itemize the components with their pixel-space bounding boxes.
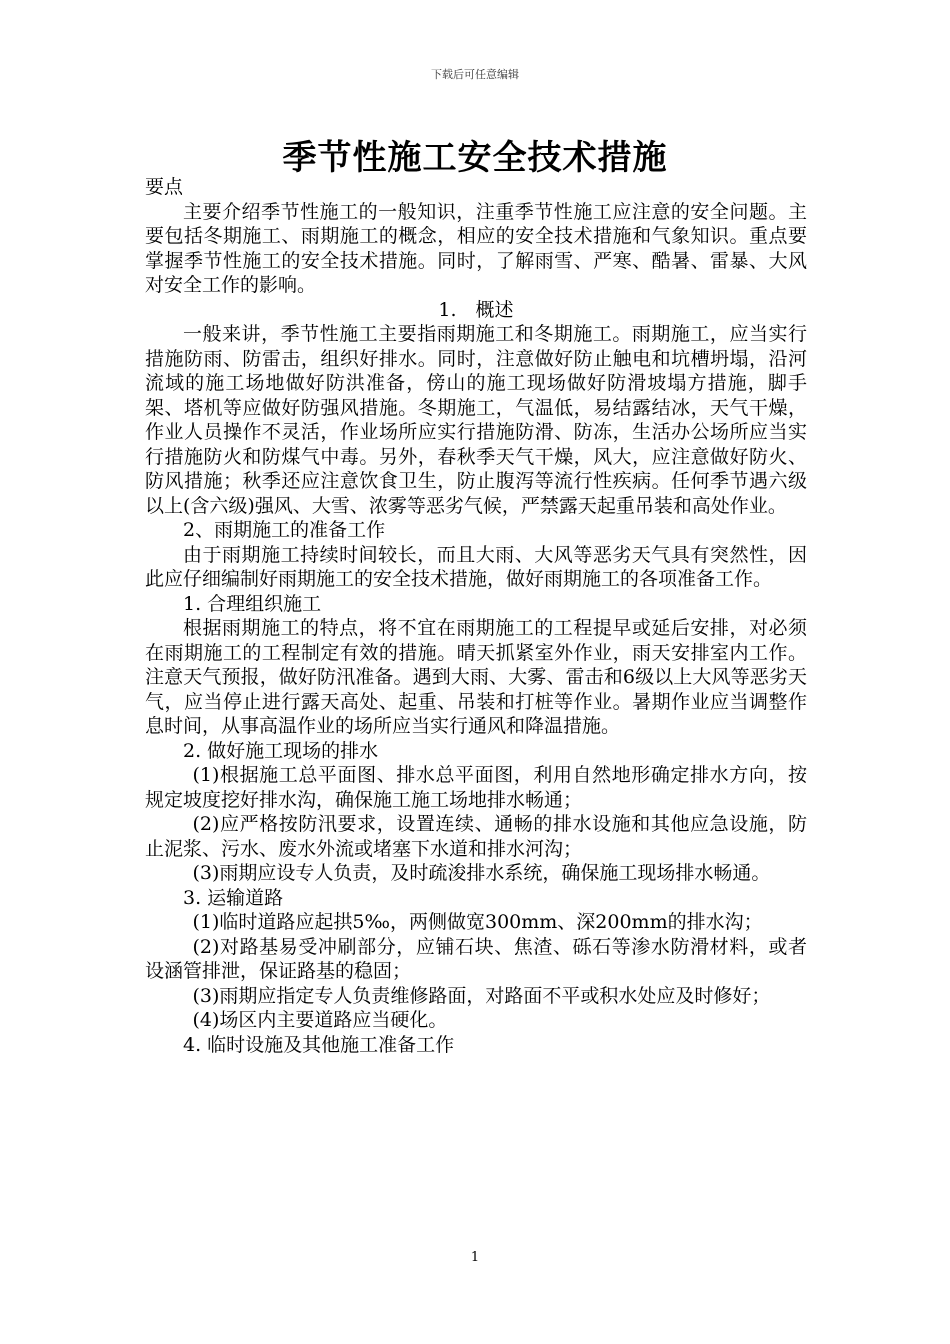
paragraph-summary: 主要介绍季节性施工的一般知识，注重季节性施工应注意的安全问题。主要包括冬期施工、雨期施工的概念，相应的安全技术措施和气象知识。重点要掌握季节性施工的安全技术措施。同时，了解雨雪、严寒、酷暑、雷暴、大风对安全工作的影响。 [145,200,807,296]
list-item-roads-3: (3)雨期应指定专人负责维修路面，对路面不平或积水处应及时修好； [192,984,771,1007]
document-body [145,175,807,1057]
heading-rainy-season-prep: 2、雨期施工的准备工作 [183,519,386,541]
document-title: 季节性施工安全技术措施 [282,138,668,178]
list-item-drainage-3: (3)雨期应设专人负责，及时疏浚排水系统，确保施工现场排水畅通。 [192,862,771,884]
heading-overview: 1. 概述 [438,298,514,321]
heading-organize-construction: 1. 合理组织施工 [183,592,322,615]
heading-site-drainage: 2. 做好施工现场的排水 [183,739,379,762]
list-item-drainage-2: (2)应严格按防汛要求，设置连续、通畅的排水设施和其他应急设施，防止泥浆、污水、废水外流或堵塞下水道和排水河沟； [145,813,807,860]
list-item-roads-1: (1)临时道路应起拱5‰，两侧做宽300mm、深200mm的排水沟； [192,911,763,933]
heading-transport-roads: 3. 运输道路 [183,886,284,909]
section-label-key-points: 要点 [145,176,184,198]
heading-temporary-facilities: 4. 临时设施及其他施工准备工作 [183,1033,455,1056]
list-item-drainage-1: (1)根据施工总平面图、排水总平面图，利用自然地形确定排水方向，按规定坡度挖好排水沟，确保施工施工场地排水畅通； [145,764,807,811]
page-number: 1 [470,1250,480,1265]
paragraph-rainy-season-prep: 由于雨期施工持续时间较长，而且大雨、大风等恶劣天气具有突然性，因此应仔细编制好雨期施工的安全技术措施，做好雨期施工的各项准备工作。 [145,543,807,590]
list-item-roads-4: (4)场区内主要道路应当硬化。 [192,1009,448,1031]
paragraph-overview: 一般来讲，季节性施工主要指雨期施工和冬期施工。雨期施工，应当实行措施防雨、防雷击，组织好排水。同时，注意做好防止触电和坑槽坍塌，沿河流域的施工场地做好防洪准备，傍山的施工现场做好防滑坡塌方措施，脚手架、塔机等应做好防强风措施。冬期施工，气温低，易结露结冰，天气干燥，作业人员操作不灵活，作业场所应实行措施防滑、防冻，生活办公场所应当实行措施防火和防煤气中毒。另外，春秋季天气干燥，风大，应注意做好防火、防风措施；秋季还应注意饮食卫生，防止腹泻等流行性疾病。任何季节遇六级以上(含六级)强风、大雪、浓雾等恶劣气候，严禁露天起重吊装和高处作业。 [145,323,807,517]
page-header: 下载后可任意编辑 [431,68,519,81]
list-item-roads-2: (2)对路基易受冲刷部分，应铺石块、焦渣、砾石等渗水防滑材料，或者设涵管排泄，保证路基的稳固； [145,935,807,982]
paragraph-organize-construction: 根据雨期施工的特点，将不宜在雨期施工的工程提早或延后安排，对必须在雨期施工的工程制定有效的措施。晴天抓紧室外作业，雨天安排室内工作。注意天气预报，做好防汛准备。遇到大雨、大雾、雷击和6级以上大风等恶劣天气，应当停止进行露天高处、起重、吊装和打桩等作业。暑期作业应当调整作息时间，从事高温作业的场所应当实行通风和降温措施。 [145,617,807,737]
